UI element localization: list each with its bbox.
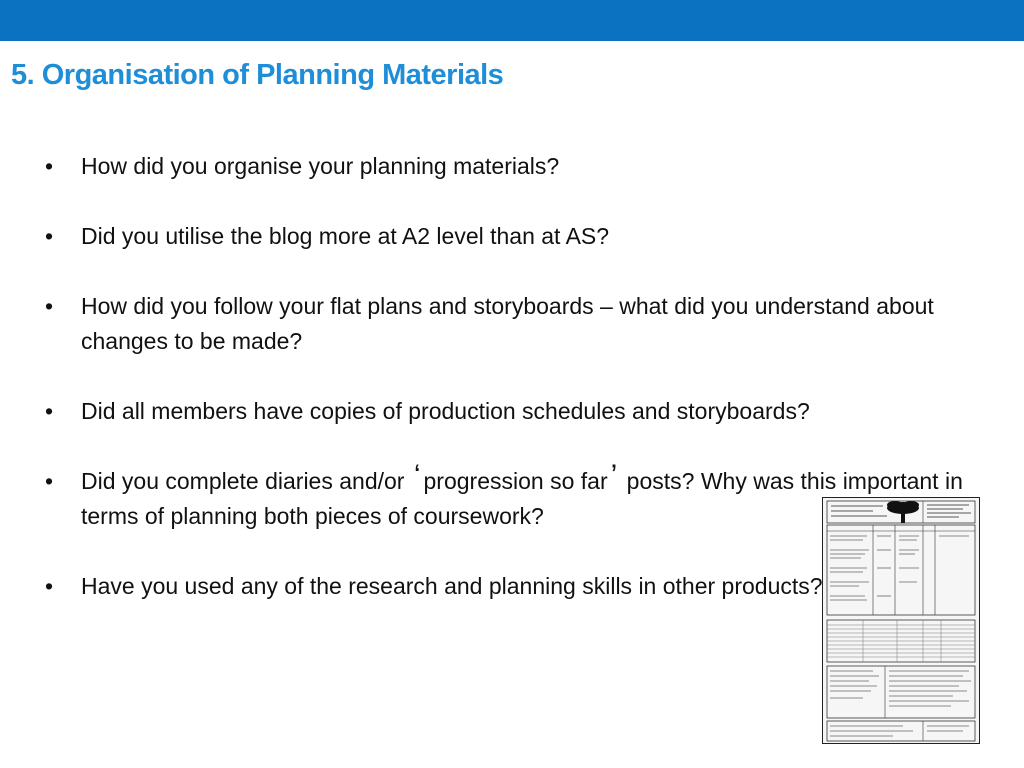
bullet-text: Did you utilise the blog more at A2 level than at AS? bbox=[81, 223, 610, 249]
bullet-text: Did all members have copies of production schedules and storyboards? bbox=[81, 398, 810, 424]
bullet-list bbox=[45, 149, 1005, 639]
bullet-text: How did you follow your flat plans and storyboards – what did you understand about changes to be made? bbox=[81, 293, 934, 354]
close-quote: ’ bbox=[610, 459, 618, 492]
bullet-item bbox=[45, 569, 1005, 604]
slide-title: 5. Organisation of Planning Materials bbox=[11, 59, 504, 91]
bullet-text-before: Did you complete diaries and/or bbox=[81, 468, 411, 494]
bullet-item bbox=[45, 289, 1005, 359]
bullet-text: How did you organise your planning materials? bbox=[81, 153, 560, 179]
bullet-item bbox=[45, 459, 1005, 534]
bullet-text: Have you used any of the research and planning skills in other products? bbox=[81, 573, 823, 599]
bullet-item bbox=[45, 149, 1005, 184]
bullet-text-after: posts? Why was this important in terms of planning both pieces of coursework? bbox=[81, 468, 963, 529]
bullet-item bbox=[45, 394, 1005, 429]
quoted-text: progression so far bbox=[423, 468, 608, 494]
bullet-item bbox=[45, 219, 1005, 254]
header-bar bbox=[0, 0, 1024, 41]
open-quote: ‘ bbox=[413, 459, 421, 492]
